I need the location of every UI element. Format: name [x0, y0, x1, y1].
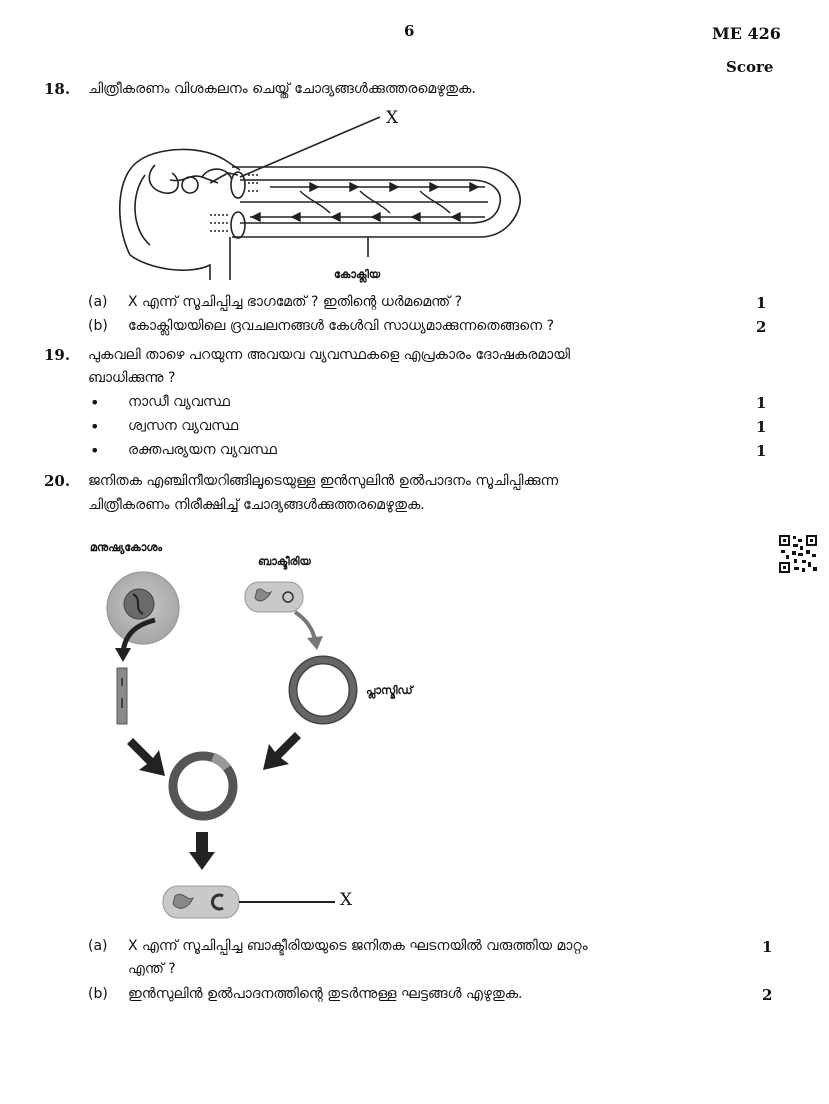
- q20-text-line1: ജനിതക എഞ്ചിനീയറിങ്ങിലൂടെയുള്ള ഇൻസുലിൻ ഉൽപാദനം സൂചിപ്പിക്കുന്ന: [88, 473, 559, 489]
- q18-text: ചിത്രീകരണം വിശകലനം ചെയ്ത് ചോദ്യങ്ങൾക്കുത്തരമെഴുതുക.: [88, 81, 476, 97]
- q18-label-cochlea: കോക്ലിയ: [334, 268, 381, 281]
- q20a-label: (a): [88, 938, 108, 954]
- q20b-text: ഇൻസുലിൻ ഉൽപാദനത്തിന്റെ തുടർന്നുള്ള ഘട്ടങ്ങൾ എഴുതുക.: [128, 986, 523, 1002]
- q19-item-2: ശ്വസന വ്യവസ്ഥ: [128, 418, 239, 434]
- q20-label-bacteria: ബാക്ടീരിയ: [258, 555, 311, 568]
- q18a-score: 1: [756, 294, 767, 312]
- q20-number: 20.: [44, 472, 71, 490]
- q20-label-x: X: [340, 890, 353, 910]
- q19-item-1-score: 1: [756, 394, 767, 412]
- q19-item-2-score: 1: [756, 418, 767, 436]
- page-number: 6: [404, 22, 415, 40]
- q19-item-3: രക്തപര്യയന വ്യവസ്ഥ: [128, 442, 277, 458]
- score-label: Score: [726, 58, 774, 76]
- q18-label-x: X: [386, 108, 399, 128]
- ear-cochlea-diagram: [110, 105, 530, 285]
- paper-code: ME 426: [712, 24, 781, 43]
- q19-bullet-2: •: [90, 417, 100, 436]
- qr-code-icon: [778, 534, 818, 574]
- q19-text-line2: ബാധിക്കുന്നു ?: [88, 370, 176, 386]
- q18b-label: (b): [88, 318, 108, 334]
- q20b-score: 2: [762, 986, 773, 1004]
- q20b-label: (b): [88, 986, 108, 1002]
- q18a-label: (a): [88, 294, 108, 310]
- q20-label-human-cell: മനുഷ്യകോശം: [90, 541, 163, 554]
- insulin-genetic-engineering-diagram: [95, 560, 415, 930]
- q19-number: 19.: [44, 346, 71, 364]
- q20-label-plasmid: പ്ലാസ്മിഡ്: [366, 684, 413, 697]
- q19-text-line1: പുകവലി താഴെ പറയുന്ന അവയവ വ്യവസ്ഥകളെ എപ്രകാരം ദോഷകരമായി: [88, 347, 571, 363]
- q20a-text-line1: X എന്ന് സൂചിപ്പിച്ച ബാക്ടീരിയയുടെ ജനിതക ഘടനയിൽ വരുത്തിയ മാറ്റം: [128, 938, 588, 954]
- q18b-text: കോക്ലിയയിലെ ദ്രവചലനങ്ങൾ കേൾവി സാധ്യമാക്കുന്നതെങ്ങനെ ?: [128, 318, 554, 334]
- q20-text-line2: ചിത്രീകരണം നിരീക്ഷിച്ച് ചോദ്യങ്ങൾക്കുത്തരമെഴുതുക.: [88, 497, 425, 513]
- q19-bullet-1: •: [90, 393, 100, 412]
- q18-number: 18.: [44, 80, 71, 98]
- q19-item-3-score: 1: [756, 442, 767, 460]
- q19-item-1: നാഡീ വ്യവസ്ഥ: [128, 394, 230, 410]
- q20a-text-line2: എന്ത് ?: [128, 961, 176, 977]
- q19-bullet-3: •: [90, 441, 100, 460]
- q18b-score: 2: [756, 318, 767, 336]
- q18a-text: X എന്ന് സൂചിപ്പിച്ച ഭാഗമേത് ? ഇതിന്റെ ധർമമെന്ത് ?: [128, 294, 463, 310]
- q20a-score: 1: [762, 938, 773, 956]
